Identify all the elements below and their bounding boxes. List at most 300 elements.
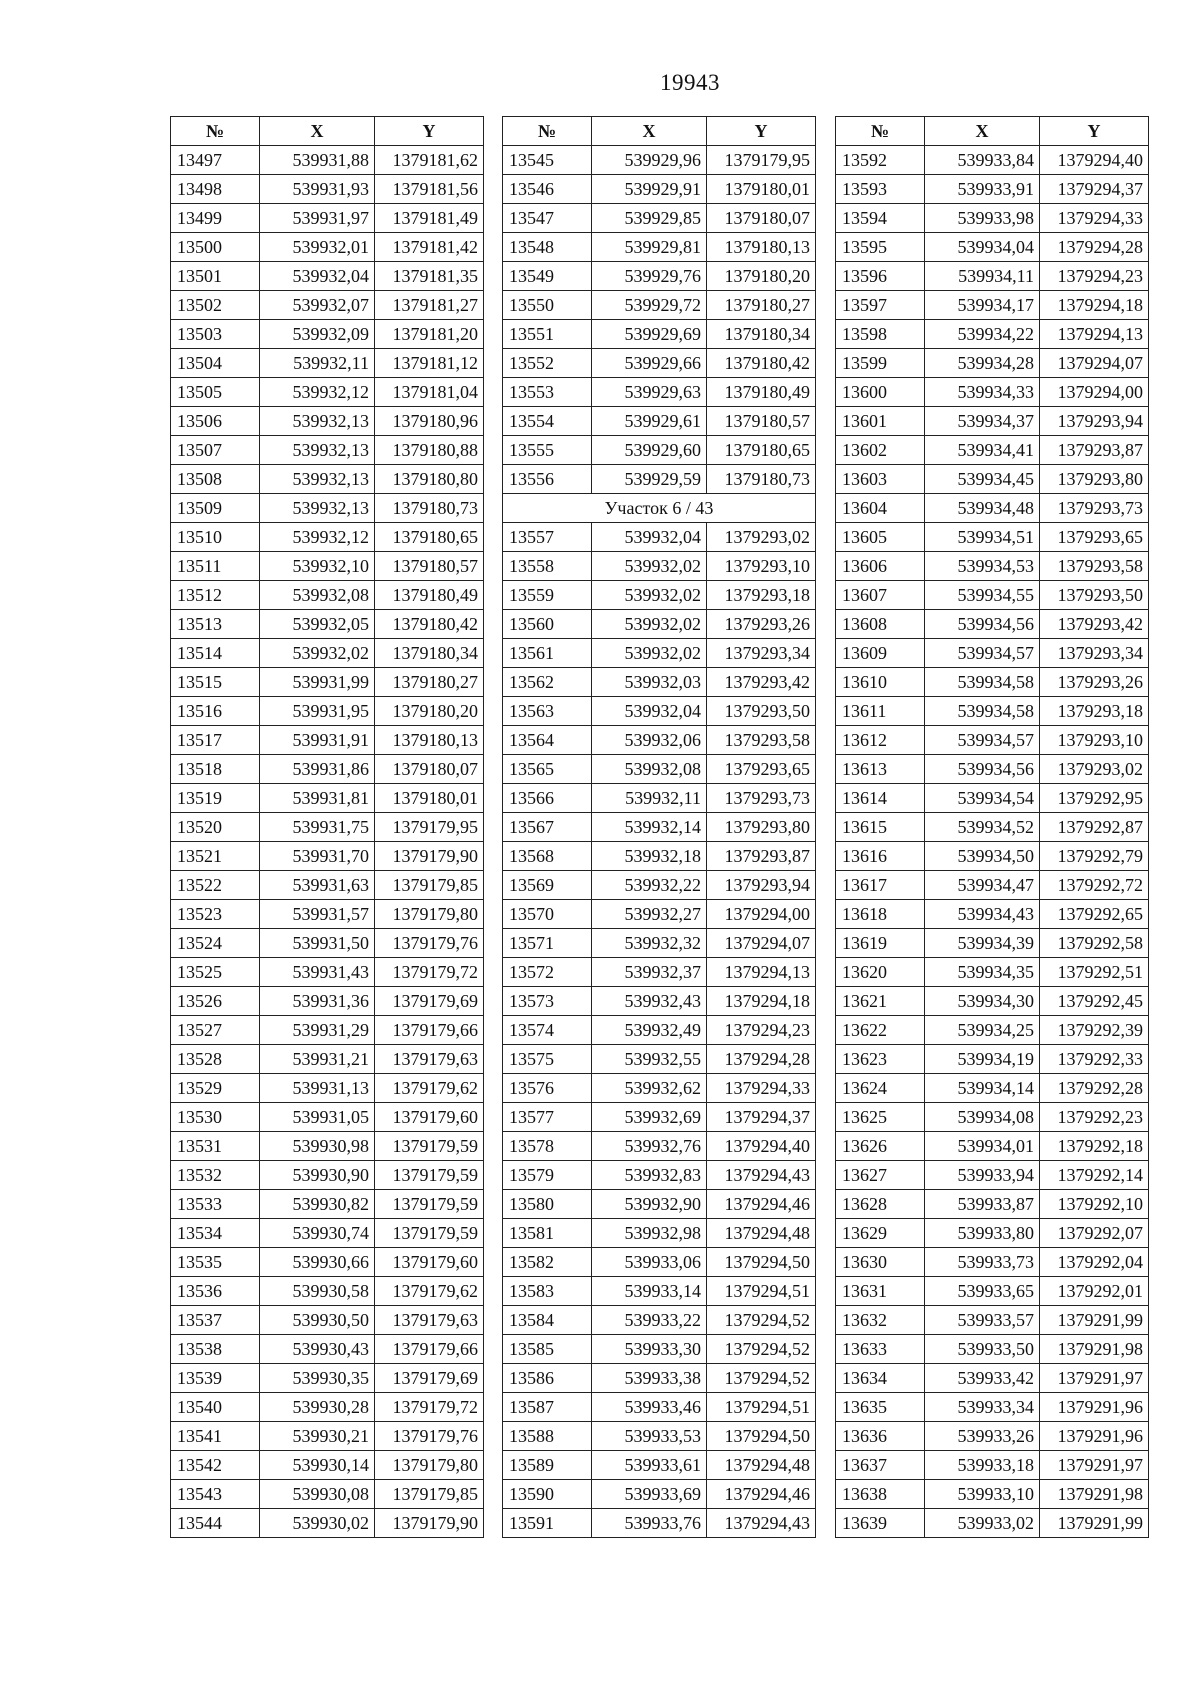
table-row xyxy=(503,1161,816,1190)
point-number: 13505 xyxy=(171,378,260,407)
table-row xyxy=(503,610,816,639)
point-number: 13626 xyxy=(836,1132,925,1161)
y-coordinate: 1379180,34 xyxy=(375,639,484,668)
y-coordinate: 1379179,95 xyxy=(707,146,816,175)
x-coordinate: 539933,30 xyxy=(592,1335,707,1364)
x-coordinate: 539934,33 xyxy=(925,378,1040,407)
y-coordinate: 1379179,72 xyxy=(375,1393,484,1422)
point-number: 13503 xyxy=(171,320,260,349)
table-row xyxy=(836,726,1149,755)
y-coordinate: 1379179,60 xyxy=(375,1103,484,1132)
x-coordinate: 539934,52 xyxy=(925,813,1040,842)
y-coordinate: 1379294,40 xyxy=(707,1132,816,1161)
table-row xyxy=(171,929,484,958)
y-coordinate: 1379294,46 xyxy=(707,1190,816,1219)
x-coordinate: 539933,14 xyxy=(592,1277,707,1306)
x-coordinate: 539930,74 xyxy=(260,1219,375,1248)
x-coordinate: 539932,14 xyxy=(592,813,707,842)
x-coordinate: 539929,91 xyxy=(592,175,707,204)
point-number: 13593 xyxy=(836,175,925,204)
y-coordinate: 1379294,48 xyxy=(707,1219,816,1248)
table-row xyxy=(836,1451,1149,1480)
y-coordinate: 1379292,04 xyxy=(1040,1248,1149,1277)
x-coordinate: 539930,58 xyxy=(260,1277,375,1306)
point-number: 13553 xyxy=(503,378,592,407)
table-row xyxy=(171,175,484,204)
x-coordinate: 539932,10 xyxy=(260,552,375,581)
y-coordinate: 1379292,10 xyxy=(1040,1190,1149,1219)
x-coordinate: 539934,17 xyxy=(925,291,1040,320)
y-coordinate: 1379179,85 xyxy=(375,871,484,900)
y-coordinate: 1379181,56 xyxy=(375,175,484,204)
x-coordinate: 539929,81 xyxy=(592,233,707,262)
y-coordinate: 1379180,07 xyxy=(707,204,816,233)
x-coordinate: 539931,97 xyxy=(260,204,375,233)
table-row xyxy=(503,639,816,668)
x-coordinate: 539931,88 xyxy=(260,146,375,175)
y-coordinate: 1379181,20 xyxy=(375,320,484,349)
y-coordinate: 1379294,18 xyxy=(707,987,816,1016)
x-coordinate: 539932,22 xyxy=(592,871,707,900)
point-number: 13605 xyxy=(836,523,925,552)
y-coordinate: 1379293,10 xyxy=(707,552,816,581)
x-coordinate: 539931,70 xyxy=(260,842,375,871)
table-row xyxy=(171,320,484,349)
x-coordinate: 539934,47 xyxy=(925,871,1040,900)
table-row xyxy=(503,523,816,552)
point-number: 13500 xyxy=(171,233,260,262)
point-number: 13527 xyxy=(171,1016,260,1045)
x-coordinate: 539932,04 xyxy=(592,697,707,726)
table-row xyxy=(503,1277,816,1306)
point-number: 13532 xyxy=(171,1161,260,1190)
table-row xyxy=(503,1393,816,1422)
y-coordinate: 1379293,34 xyxy=(1040,639,1149,668)
y-coordinate: 1379292,39 xyxy=(1040,1016,1149,1045)
table-row xyxy=(171,842,484,871)
y-coordinate: 1379294,50 xyxy=(707,1422,816,1451)
y-coordinate: 1379179,59 xyxy=(375,1219,484,1248)
header-x: X xyxy=(592,117,707,146)
y-coordinate: 1379294,43 xyxy=(707,1161,816,1190)
y-coordinate: 1379292,01 xyxy=(1040,1277,1149,1306)
table-row xyxy=(836,639,1149,668)
y-coordinate: 1379294,43 xyxy=(707,1509,816,1538)
y-coordinate: 1379179,63 xyxy=(375,1045,484,1074)
table-row xyxy=(171,1219,484,1248)
x-coordinate: 539931,99 xyxy=(260,668,375,697)
point-number: 13625 xyxy=(836,1103,925,1132)
x-coordinate: 539931,81 xyxy=(260,784,375,813)
point-number: 13549 xyxy=(503,262,592,291)
y-coordinate: 1379293,73 xyxy=(1040,494,1149,523)
x-coordinate: 539932,32 xyxy=(592,929,707,958)
point-number: 13607 xyxy=(836,581,925,610)
point-number: 13612 xyxy=(836,726,925,755)
table-row xyxy=(171,1451,484,1480)
table-row xyxy=(171,668,484,697)
x-coordinate: 539932,01 xyxy=(260,233,375,262)
x-coordinate: 539929,76 xyxy=(592,262,707,291)
point-number: 13507 xyxy=(171,436,260,465)
x-coordinate: 539934,57 xyxy=(925,639,1040,668)
point-number: 13585 xyxy=(503,1335,592,1364)
table-row xyxy=(836,204,1149,233)
table-row xyxy=(171,1074,484,1103)
point-number: 13611 xyxy=(836,697,925,726)
x-coordinate: 539931,95 xyxy=(260,697,375,726)
x-coordinate: 539934,55 xyxy=(925,581,1040,610)
x-coordinate: 539930,08 xyxy=(260,1480,375,1509)
point-number: 13621 xyxy=(836,987,925,1016)
point-number: 13564 xyxy=(503,726,592,755)
header-number: № xyxy=(503,117,592,146)
point-number: 13575 xyxy=(503,1045,592,1074)
x-coordinate: 539929,60 xyxy=(592,436,707,465)
point-number: 13546 xyxy=(503,175,592,204)
x-coordinate: 539931,50 xyxy=(260,929,375,958)
point-number: 13569 xyxy=(503,871,592,900)
y-coordinate: 1379294,37 xyxy=(1040,175,1149,204)
table-row xyxy=(171,494,484,523)
table-row xyxy=(836,1509,1149,1538)
y-coordinate: 1379180,73 xyxy=(707,465,816,494)
table-row xyxy=(503,813,816,842)
x-coordinate: 539934,22 xyxy=(925,320,1040,349)
header-y: Y xyxy=(1040,117,1149,146)
y-coordinate: 1379179,95 xyxy=(375,813,484,842)
y-coordinate: 1379291,97 xyxy=(1040,1451,1149,1480)
table-row xyxy=(171,204,484,233)
y-coordinate: 1379179,59 xyxy=(375,1190,484,1219)
y-coordinate: 1379293,42 xyxy=(1040,610,1149,639)
y-coordinate: 1379293,80 xyxy=(707,813,816,842)
y-coordinate: 1379293,50 xyxy=(1040,581,1149,610)
x-coordinate: 539934,58 xyxy=(925,697,1040,726)
x-coordinate: 539933,91 xyxy=(925,175,1040,204)
point-number: 13631 xyxy=(836,1277,925,1306)
x-coordinate: 539934,54 xyxy=(925,784,1040,813)
coordinates-table-right xyxy=(835,116,1149,1538)
x-coordinate: 539929,72 xyxy=(592,291,707,320)
table-row xyxy=(171,639,484,668)
x-coordinate: 539934,01 xyxy=(925,1132,1040,1161)
x-coordinate: 539929,59 xyxy=(592,465,707,494)
point-number: 13629 xyxy=(836,1219,925,1248)
point-number: 13613 xyxy=(836,755,925,784)
x-coordinate: 539933,06 xyxy=(592,1248,707,1277)
table-row xyxy=(836,1045,1149,1074)
point-number: 13609 xyxy=(836,639,925,668)
x-coordinate: 539932,27 xyxy=(592,900,707,929)
y-coordinate: 1379294,07 xyxy=(1040,349,1149,378)
point-number: 13584 xyxy=(503,1306,592,1335)
point-number: 13538 xyxy=(171,1335,260,1364)
x-coordinate: 539932,03 xyxy=(592,668,707,697)
table-row xyxy=(171,871,484,900)
point-number: 13577 xyxy=(503,1103,592,1132)
point-number: 13502 xyxy=(171,291,260,320)
table-row xyxy=(503,552,816,581)
table-row xyxy=(171,784,484,813)
point-number: 13557 xyxy=(503,523,592,552)
table-row xyxy=(503,842,816,871)
x-coordinate: 539931,36 xyxy=(260,987,375,1016)
y-coordinate: 1379293,18 xyxy=(1040,697,1149,726)
point-number: 13622 xyxy=(836,1016,925,1045)
point-number: 13635 xyxy=(836,1393,925,1422)
table-row xyxy=(171,987,484,1016)
point-number: 13628 xyxy=(836,1190,925,1219)
table-row xyxy=(171,1277,484,1306)
y-coordinate: 1379292,87 xyxy=(1040,813,1149,842)
table-row xyxy=(836,784,1149,813)
y-coordinate: 1379180,42 xyxy=(375,610,484,639)
y-coordinate: 1379294,48 xyxy=(707,1451,816,1480)
point-number: 13588 xyxy=(503,1422,592,1451)
point-number: 13576 xyxy=(503,1074,592,1103)
point-number: 13581 xyxy=(503,1219,592,1248)
x-coordinate: 539931,29 xyxy=(260,1016,375,1045)
point-number: 13533 xyxy=(171,1190,260,1219)
y-coordinate: 1379180,01 xyxy=(707,175,816,204)
table-row xyxy=(836,958,1149,987)
y-coordinate: 1379294,00 xyxy=(707,900,816,929)
table-row xyxy=(836,233,1149,262)
table-row xyxy=(503,1480,816,1509)
y-coordinate: 1379293,50 xyxy=(707,697,816,726)
x-coordinate: 539934,14 xyxy=(925,1074,1040,1103)
table-row xyxy=(836,1132,1149,1161)
table-row xyxy=(836,1364,1149,1393)
point-number: 13590 xyxy=(503,1480,592,1509)
point-number: 13526 xyxy=(171,987,260,1016)
header-y: Y xyxy=(707,117,816,146)
y-coordinate: 1379179,60 xyxy=(375,1248,484,1277)
table-row xyxy=(503,726,816,755)
y-coordinate: 1379291,99 xyxy=(1040,1509,1149,1538)
x-coordinate: 539930,21 xyxy=(260,1422,375,1451)
x-coordinate: 539934,56 xyxy=(925,755,1040,784)
x-coordinate: 539934,56 xyxy=(925,610,1040,639)
point-number: 13535 xyxy=(171,1248,260,1277)
table-row xyxy=(503,320,816,349)
table-row xyxy=(503,1335,816,1364)
x-coordinate: 539932,04 xyxy=(592,523,707,552)
y-coordinate: 1379292,33 xyxy=(1040,1045,1149,1074)
table-row xyxy=(171,900,484,929)
table-row xyxy=(171,697,484,726)
table-row xyxy=(836,581,1149,610)
table-row xyxy=(171,726,484,755)
point-number: 13567 xyxy=(503,813,592,842)
point-number: 13617 xyxy=(836,871,925,900)
x-coordinate: 539933,80 xyxy=(925,1219,1040,1248)
x-coordinate: 539933,02 xyxy=(925,1509,1040,1538)
x-coordinate: 539932,11 xyxy=(592,784,707,813)
point-number: 13608 xyxy=(836,610,925,639)
x-coordinate: 539931,91 xyxy=(260,726,375,755)
y-coordinate: 1379180,13 xyxy=(707,233,816,262)
table-row xyxy=(503,146,816,175)
point-number: 13566 xyxy=(503,784,592,813)
point-number: 13616 xyxy=(836,842,925,871)
table-row xyxy=(503,233,816,262)
y-coordinate: 1379180,65 xyxy=(707,436,816,465)
point-number: 13537 xyxy=(171,1306,260,1335)
point-number: 13601 xyxy=(836,407,925,436)
table-row xyxy=(171,523,484,552)
table-row xyxy=(171,1103,484,1132)
y-coordinate: 1379179,62 xyxy=(375,1074,484,1103)
x-coordinate: 539933,61 xyxy=(592,1451,707,1480)
table-row xyxy=(836,1335,1149,1364)
y-coordinate: 1379179,76 xyxy=(375,1422,484,1451)
table-row xyxy=(503,1509,816,1538)
y-coordinate: 1379179,85 xyxy=(375,1480,484,1509)
table-row xyxy=(503,1306,816,1335)
point-number: 13509 xyxy=(171,494,260,523)
table-row xyxy=(171,233,484,262)
point-number: 13574 xyxy=(503,1016,592,1045)
y-coordinate: 1379293,42 xyxy=(707,668,816,697)
x-coordinate: 539934,25 xyxy=(925,1016,1040,1045)
table-row xyxy=(503,349,816,378)
table-row xyxy=(836,407,1149,436)
x-coordinate: 539930,14 xyxy=(260,1451,375,1480)
table-row xyxy=(503,175,816,204)
y-coordinate: 1379293,02 xyxy=(1040,755,1149,784)
x-coordinate: 539932,04 xyxy=(260,262,375,291)
y-coordinate: 1379180,49 xyxy=(375,581,484,610)
point-number: 13543 xyxy=(171,1480,260,1509)
y-coordinate: 1379179,80 xyxy=(375,1451,484,1480)
y-coordinate: 1379179,59 xyxy=(375,1132,484,1161)
table-row xyxy=(171,1045,484,1074)
x-coordinate: 539934,11 xyxy=(925,262,1040,291)
table-row xyxy=(171,262,484,291)
y-coordinate: 1379180,27 xyxy=(707,291,816,320)
y-coordinate: 1379179,76 xyxy=(375,929,484,958)
y-coordinate: 1379294,13 xyxy=(1040,320,1149,349)
x-coordinate: 539930,98 xyxy=(260,1132,375,1161)
x-coordinate: 539933,42 xyxy=(925,1364,1040,1393)
y-coordinate: 1379181,62 xyxy=(375,146,484,175)
x-coordinate: 539934,35 xyxy=(925,958,1040,987)
y-coordinate: 1379293,58 xyxy=(1040,552,1149,581)
point-number: 13587 xyxy=(503,1393,592,1422)
y-coordinate: 1379291,98 xyxy=(1040,1480,1149,1509)
table-row xyxy=(836,523,1149,552)
x-coordinate: 539933,76 xyxy=(592,1509,707,1538)
point-number: 13497 xyxy=(171,146,260,175)
table-row xyxy=(171,1480,484,1509)
table-header-row xyxy=(503,117,816,146)
x-coordinate: 539932,83 xyxy=(592,1161,707,1190)
x-coordinate: 539934,08 xyxy=(925,1103,1040,1132)
x-coordinate: 539932,12 xyxy=(260,378,375,407)
x-coordinate: 539933,84 xyxy=(925,146,1040,175)
table-row xyxy=(171,755,484,784)
table-row xyxy=(503,1219,816,1248)
point-number: 13510 xyxy=(171,523,260,552)
x-coordinate: 539932,49 xyxy=(592,1016,707,1045)
y-coordinate: 1379179,90 xyxy=(375,842,484,871)
point-number: 13630 xyxy=(836,1248,925,1277)
point-number: 13604 xyxy=(836,494,925,523)
x-coordinate: 539931,57 xyxy=(260,900,375,929)
y-coordinate: 1379179,69 xyxy=(375,987,484,1016)
x-coordinate: 539930,50 xyxy=(260,1306,375,1335)
point-number: 13571 xyxy=(503,929,592,958)
table-row xyxy=(503,407,816,436)
y-coordinate: 1379180,07 xyxy=(375,755,484,784)
table-row xyxy=(171,1364,484,1393)
y-coordinate: 1379294,46 xyxy=(707,1480,816,1509)
point-number: 13547 xyxy=(503,204,592,233)
section-row xyxy=(503,494,816,523)
y-coordinate: 1379291,96 xyxy=(1040,1422,1149,1451)
y-coordinate: 1379181,04 xyxy=(375,378,484,407)
table-row xyxy=(171,378,484,407)
x-coordinate: 539930,82 xyxy=(260,1190,375,1219)
point-number: 13578 xyxy=(503,1132,592,1161)
point-number: 13589 xyxy=(503,1451,592,1480)
table-row xyxy=(503,871,816,900)
table-row xyxy=(503,1248,816,1277)
table-row xyxy=(836,987,1149,1016)
x-coordinate: 539934,48 xyxy=(925,494,1040,523)
table-row xyxy=(503,958,816,987)
table-row xyxy=(171,1190,484,1219)
x-coordinate: 539933,98 xyxy=(925,204,1040,233)
x-coordinate: 539929,61 xyxy=(592,407,707,436)
point-number: 13555 xyxy=(503,436,592,465)
point-number: 13582 xyxy=(503,1248,592,1277)
point-number: 13504 xyxy=(171,349,260,378)
table-row xyxy=(503,784,816,813)
y-coordinate: 1379293,58 xyxy=(707,726,816,755)
point-number: 13539 xyxy=(171,1364,260,1393)
table-row xyxy=(503,668,816,697)
header-x: X xyxy=(925,117,1040,146)
table-row xyxy=(171,349,484,378)
x-coordinate: 539932,08 xyxy=(260,581,375,610)
x-coordinate: 539933,69 xyxy=(592,1480,707,1509)
point-number: 13540 xyxy=(171,1393,260,1422)
x-coordinate: 539932,07 xyxy=(260,291,375,320)
y-coordinate: 1379180,13 xyxy=(375,726,484,755)
point-number: 13536 xyxy=(171,1277,260,1306)
x-coordinate: 539933,94 xyxy=(925,1161,1040,1190)
y-coordinate: 1379291,98 xyxy=(1040,1335,1149,1364)
y-coordinate: 1379292,95 xyxy=(1040,784,1149,813)
y-coordinate: 1379293,26 xyxy=(1040,668,1149,697)
point-number: 13597 xyxy=(836,291,925,320)
point-number: 13521 xyxy=(171,842,260,871)
table-header-row xyxy=(836,117,1149,146)
x-coordinate: 539932,55 xyxy=(592,1045,707,1074)
y-coordinate: 1379293,87 xyxy=(1040,436,1149,465)
table-row xyxy=(836,465,1149,494)
point-number: 13599 xyxy=(836,349,925,378)
y-coordinate: 1379294,52 xyxy=(707,1306,816,1335)
header-number: № xyxy=(836,117,925,146)
y-coordinate: 1379293,87 xyxy=(707,842,816,871)
x-coordinate: 539932,05 xyxy=(260,610,375,639)
table-row xyxy=(836,755,1149,784)
y-coordinate: 1379180,57 xyxy=(375,552,484,581)
